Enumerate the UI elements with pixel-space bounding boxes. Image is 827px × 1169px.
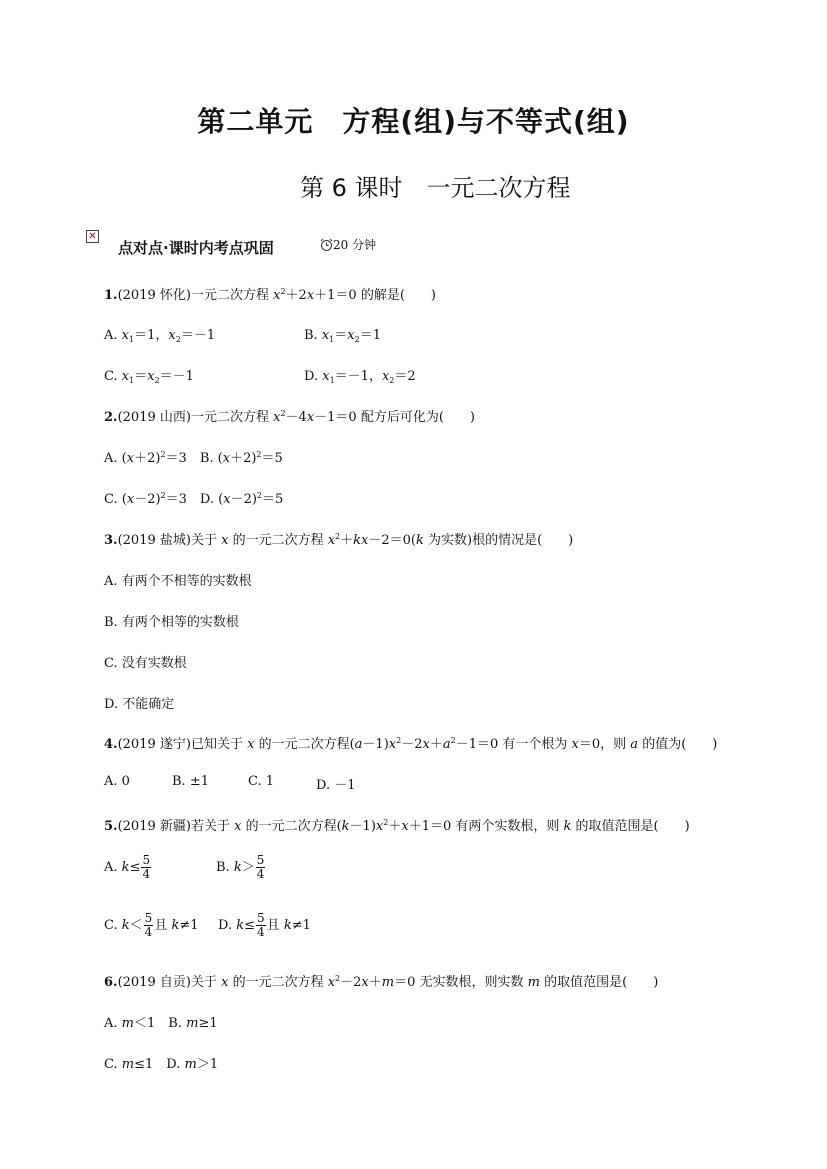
option-4b: B. ±1 xyxy=(172,774,209,789)
option-4c: C. 1 xyxy=(248,774,275,789)
option-1b: B. $x_1=x_2=1$ xyxy=(304,328,381,344)
time-limit: 20 分钟 xyxy=(333,238,377,252)
options-2ab: A. $(x+2)^2=3$ B. $(x+2)^2=5$ xyxy=(104,450,283,466)
options-2cd: C. $(x-2)^2=3$ D. $(x-2)^2=5$ xyxy=(104,491,284,507)
section-title: 点对点·课时内考点巩固 xyxy=(118,239,274,257)
question-4: 4.(2019 遂宁)已知关于 x 的一元二次方程$(a-1)x^2-2x+a^2-1=0$ 有一个根为 x＝0，则 a 的值为( ) xyxy=(104,736,718,752)
option-1a: A. $x_1=1$，$x_2=-1$ xyxy=(104,328,216,344)
option-3b: B. 有两个相等的实数根 xyxy=(104,615,239,630)
alarm-clock-icon xyxy=(320,238,333,252)
option-5b: B. k＞ $\frac{5}{4}$ xyxy=(216,853,265,881)
option-4d: D. －1 xyxy=(316,778,356,793)
options-6cd: C. m≤1 D. m＞1 xyxy=(104,1057,219,1072)
option-1c: C. $x_1=x_2=-1$ xyxy=(104,369,194,385)
lesson-title: 第 6 课时 一元二次方程 xyxy=(300,174,571,202)
question-2: 2.(2019 山西)一元二次方程 $x^2-4x-1=0$ 配方后可化为( ) xyxy=(104,409,475,425)
options-6ab: A. m＜1 B. m≥1 xyxy=(104,1016,218,1031)
broken-image-icon: ✕ xyxy=(86,230,99,243)
option-3c: C. 没有实数根 xyxy=(104,656,187,671)
option-5c: C. k＜ $\frac{5}{4}$ 且 k≠1 xyxy=(104,911,199,939)
question-1: 1.(2019 怀化)一元二次方程 $x^2+2x+1=0$ 的解是( ) xyxy=(104,287,436,303)
option-3d: D. 不能确定 xyxy=(104,697,175,712)
question-6: 6.(2019 自贡)关于 x 的一元二次方程 $x^2-2x+m=0$ 无实数根，则实数 m 的取值范围是( ) xyxy=(104,974,659,990)
option-4a: A. 0 xyxy=(104,774,130,789)
option-3a: A. 有两个不相等的实数根 xyxy=(104,574,252,589)
option-5a: A. k≤ $\frac{5}{4}$ xyxy=(104,853,151,881)
timer xyxy=(320,236,376,253)
option-1d: D. $x_1=-1$，$x_2=2$ xyxy=(304,369,416,385)
option-5d: D. k≤ $\frac{5}{4}$ 且 k≠1 xyxy=(218,911,311,939)
question-3: 3.(2019 盐城)关于 x 的一元二次方程 $x^2+kx-2=0(k$ 为实数)根的情况是( ) xyxy=(104,532,574,548)
unit-title: 第二单元 方程(组)与不等式(组) xyxy=(197,105,630,138)
question-5: 5.(2019 新疆)若关于 x 的一元二次方程$(k-1)x^2+x+1=0$ 有两个实数根，则 k 的取值范围是( ) xyxy=(104,818,690,834)
